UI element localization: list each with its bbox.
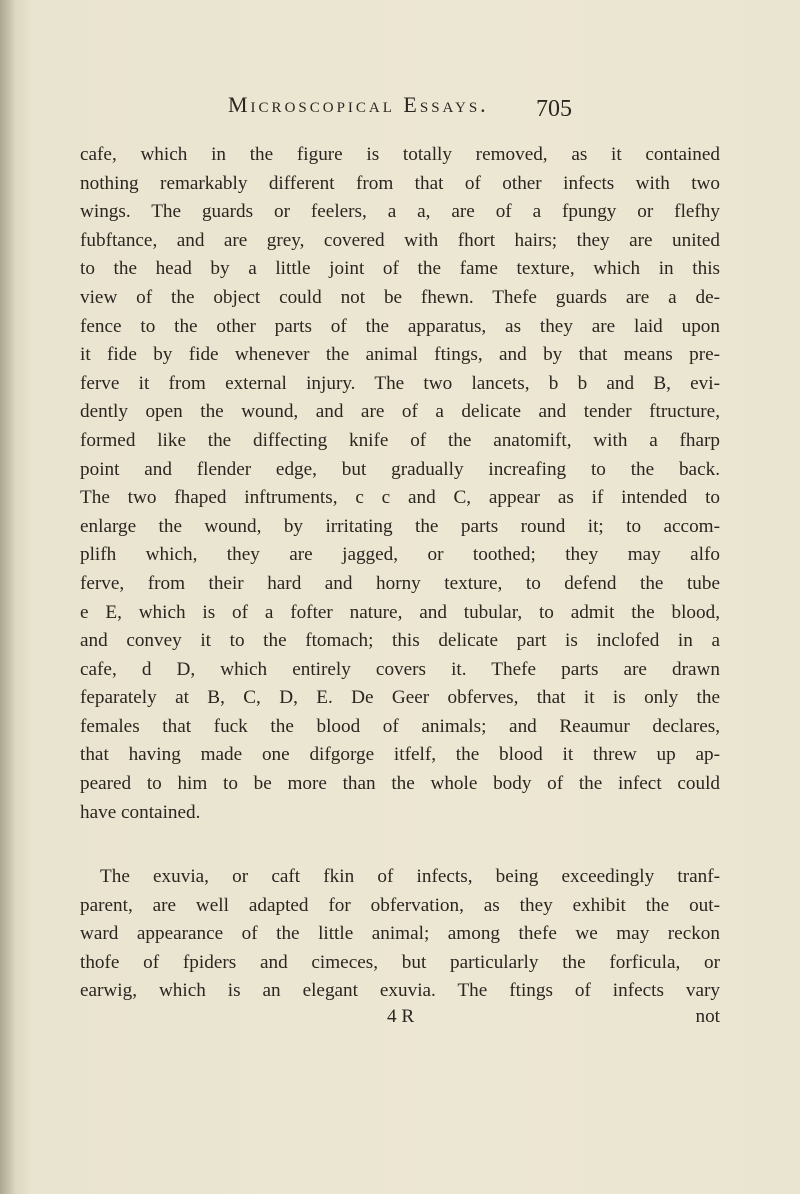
catchword: not (695, 1006, 720, 1027)
text-line: plifh which, they are jagged, or toothed; they may alfo (80, 544, 720, 566)
text-line: to the head by a little joint of the fame texture, which in this (80, 258, 720, 280)
text-line: that having made one difgorge itfelf, the blood it threw up ap- (80, 744, 720, 766)
page-header (228, 92, 572, 122)
text-line: and convey it to the ftomach; this delicate part is inclofed in a (80, 630, 720, 652)
paragraph-1 (80, 141, 720, 827)
text-line: cafe, d D, which entirely covers it. Thefe parts are drawn (80, 658, 720, 680)
text-line: e E, which is of a fofter nature, and tubular, to admit the blood, (80, 601, 720, 623)
text-line: peared to him to be more than the whole body of the infect could (80, 773, 720, 795)
text-line: cafe, which in the figure is totally removed, as it contained (80, 144, 720, 165)
page-number: 705 (536, 96, 572, 122)
text-line: ward appearance of the little animal; among thefe we may reckon (80, 923, 720, 945)
text-line: The exuvia, or caft fkin of infects, being exceedingly tranf- (100, 866, 720, 887)
text-line: fence to the other parts of the apparatus, as they are laid upon (80, 315, 720, 337)
page-footer (80, 1006, 720, 1034)
paragraph-2 (80, 863, 720, 1006)
text-line: The two fhaped inftruments, c c and C, appear as if intended to (80, 487, 720, 509)
text-line: view of the object could not be fhewn. Thefe guards are a de- (80, 286, 720, 308)
running-title: Microscopical Essays. (228, 92, 489, 117)
text-line: have contained. (80, 801, 201, 823)
text-line: fubftance, and are grey, covered with fhort hairs; they are united (80, 229, 720, 251)
text-line: parent, are well adapted for obfervation, as they exhibit the out- (80, 894, 720, 916)
text-line: wings. The guards or feelers, a a, are of a fpungy or flefhy (80, 201, 720, 223)
text-line: ferve, from their hard and horny texture, to defend the tube (80, 572, 720, 594)
text-line: enlarge the wound, by irritating the parts round it; to accom- (80, 515, 720, 537)
text-line: nothing remarkably different from that of other infects with two (80, 172, 720, 194)
text-line: females that fuck the blood of animals; and Reaumur declares, (80, 715, 720, 737)
text-line: earwig, which is an elegant exuvia. The ftings of infects vary (80, 980, 720, 1002)
text-line: point and flender edge, but gradually increafing to the back. (80, 458, 720, 480)
text-line: it fide by fide whenever the animal ftings, and by that means pre- (80, 344, 720, 366)
text-line: feparately at B, C, D, E. De Geer obferves, that it is only the (80, 687, 720, 709)
signature-mark: 4 R (387, 1006, 415, 1027)
text-line: formed like the diffecting knife of the anatomift, with a fharp (80, 429, 720, 451)
text-line: dently open the wound, and are of a delicate and tender ftructure, (80, 401, 720, 423)
text-line: ferve it from external injury. The two lancets, b b and B, evi- (80, 372, 720, 394)
text-line: thofe of fpiders and cimeces, but particularly the forficula, or (80, 951, 720, 973)
